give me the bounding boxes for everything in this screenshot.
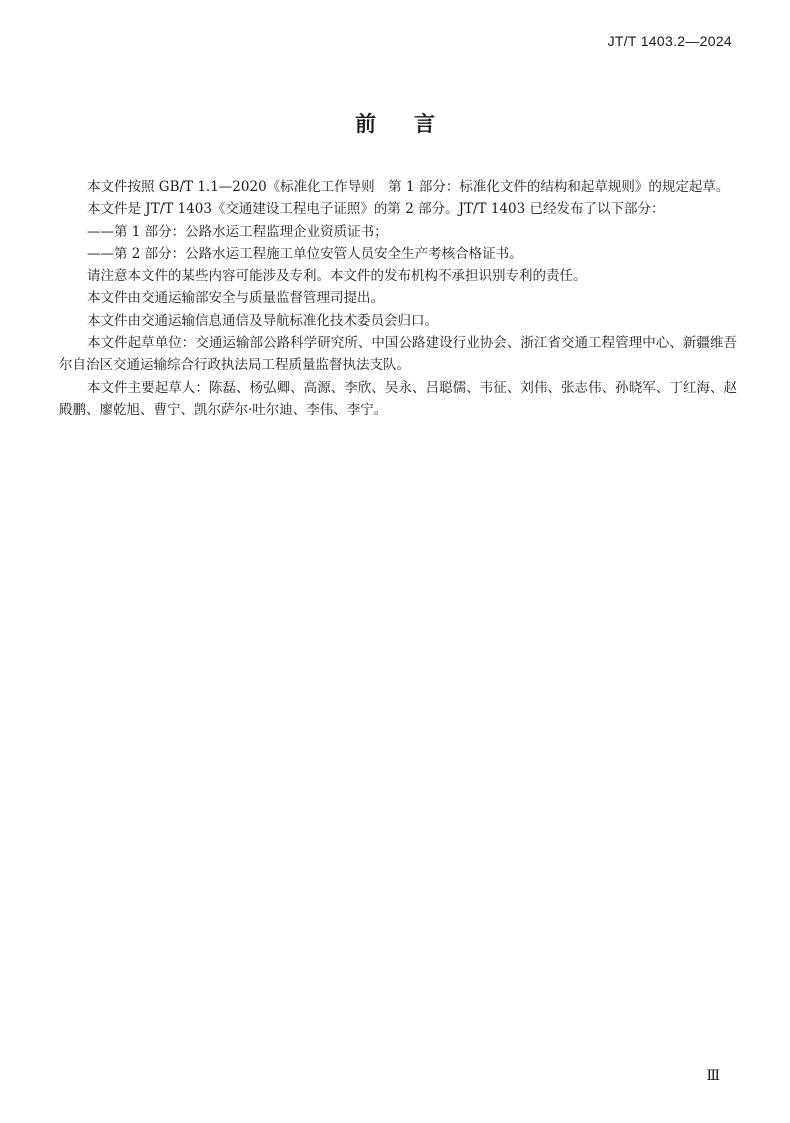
foreword-body [59, 176, 737, 421]
paragraph-drafting-rules: 本文件按照 GB/T 1.1—2020《标准化工作导则 第 1 部分：标准化文件的结构和起草规则》的规定起草。 [87, 179, 730, 195]
paragraph-drafters: 本文件主要起草人：陈磊、杨弘卿、高源、李欣、吴永、吕聪儒、韦征、刘伟、张志伟、孙晓军、丁红海、赵殿鹏、廖乾旭、曹宁、凯尔萨尔·吐尔迪、李伟、李宁。 [59, 379, 737, 418]
paragraph-drafting-organizations: 本文件起草单位：交通运输部公路科学研究所、中国公路建设行业协会、浙江省交通工程管理中心、新疆维吾尔自治区交通运输综合行政执法局工程质量监督执法支队。 [59, 335, 737, 374]
page-title: 前言 [355, 112, 473, 136]
page-number: Ⅲ [706, 1068, 720, 1084]
paragraph-series-parts: 本文件是 JT/T 1403《交通建设工程电子证照》的第 2 部分。JT/T 1403 已经发布了以下部分： [87, 201, 665, 218]
paragraph-under-jurisdiction: 本文件由交通运输信息通信及导航标准化技术委员会归口。 [87, 312, 438, 329]
paragraph-part-1: ——第 1 部分：公路水运工程监理企业资质证书； [87, 223, 388, 240]
document-code: JT/T 1403.2—2024 [607, 33, 732, 49]
paragraph-patent-notice: 请注意本文件的某些内容可能涉及专利。本文件的发布机构不承担识别专利的责任。 [87, 268, 587, 285]
paragraph-part-2: ——第 2 部分：公路水运工程施工单位安管人员安全生产考核合格证书。 [87, 245, 523, 262]
paragraph-proposed-by: 本文件由交通运输部安全与质量监督管理司提出。 [87, 290, 384, 307]
